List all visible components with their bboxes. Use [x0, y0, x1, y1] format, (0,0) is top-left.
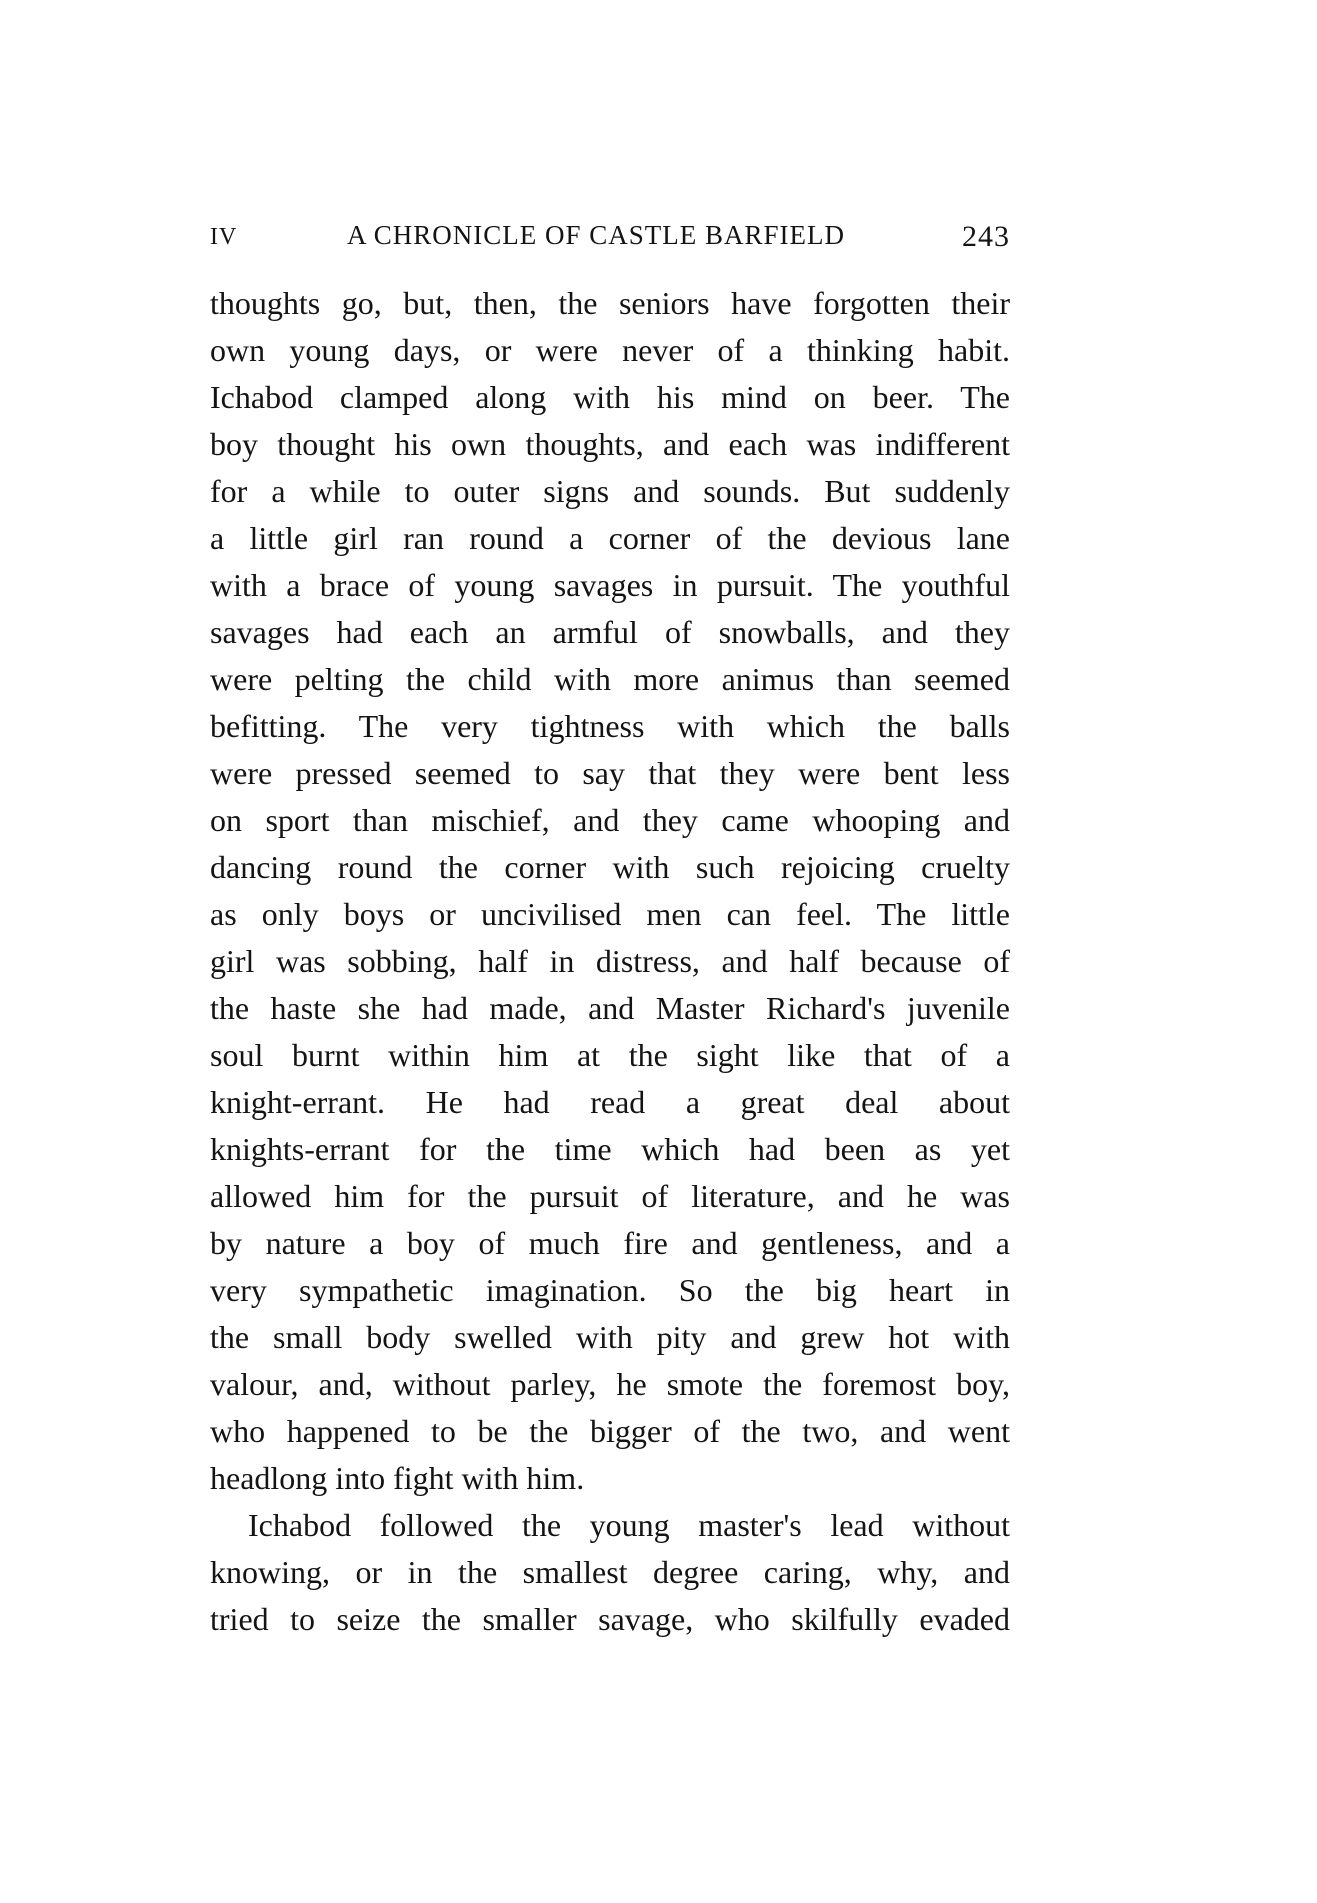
text-line: headlong into fight with him. — [210, 1460, 585, 1496]
text-line: knights-errant for the time which had been as yet — [210, 1131, 1010, 1167]
text-line: the small body swelled with pity and grew hot with — [210, 1319, 1010, 1355]
text-line: Ichabod clamped along with his mind on beer. The — [210, 379, 1010, 415]
text-line: were pressed seemed to say that they were bent less — [210, 755, 1010, 791]
text-line: knight-errant. He had read a great deal about — [210, 1084, 1010, 1120]
text-line: for a while to outer signs and sounds. But suddenly — [210, 473, 1010, 509]
text-line: on sport than mischief, and they came whooping and — [210, 802, 1010, 838]
body-text — [210, 280, 1010, 1643]
text-line: a little girl ran round a corner of the devious lane — [210, 520, 1010, 556]
text-line: soul burnt within him at the sight like that of a — [210, 1037, 1010, 1073]
text-line: tried to seize the smaller savage, who skilfully evaded — [210, 1601, 1010, 1637]
text-line: own young days, or were never of a thinking habit. — [210, 332, 1010, 368]
text-line: were pelting the child with more animus than seemed — [210, 661, 1010, 697]
text-line: allowed him for the pursuit of literature, and he was — [210, 1178, 1010, 1214]
paragraph — [210, 280, 1010, 1502]
text-line: knowing, or in the smallest degree caring, why, and — [210, 1554, 1010, 1590]
text-line: valour, and, without parley, he smote the foremost boy, — [210, 1366, 1010, 1402]
text-line: Ichabod followed the young master's lead without — [248, 1507, 1010, 1543]
text-line: as only boys or uncivilised men can feel. The little — [210, 896, 1010, 932]
text-line: the haste she had made, and Master Richard's juvenile — [210, 990, 1010, 1026]
text-line: girl was sobbing, half in distress, and half because of — [210, 943, 1010, 979]
page-number: 243 — [962, 220, 1010, 253]
text-line: who happened to be the bigger of the two, and went — [210, 1413, 1010, 1449]
text-line: befitting. The very tightness with which the balls — [210, 708, 1010, 744]
section-number: IV — [210, 224, 238, 250]
text-line: with a brace of young savages in pursuit. The youthful — [210, 567, 1010, 603]
text-line: boy thought his own thoughts, and each was indifferent — [210, 426, 1010, 462]
text-line: dancing round the corner with such rejoicing cruelty — [210, 849, 1010, 885]
text-line: very sympathetic imagination. So the big heart in — [210, 1272, 1010, 1308]
running-head — [210, 220, 1010, 260]
running-title: A CHRONICLE OF CASTLE BARFIELD — [347, 220, 846, 250]
text-line: savages had each an armful of snowballs, and they — [210, 614, 1010, 650]
paragraph — [210, 1502, 1010, 1643]
text-line: thoughts go, but, then, the seniors have forgotten their — [210, 285, 1010, 321]
text-line: by nature a boy of much fire and gentleness, and a — [210, 1225, 1010, 1261]
